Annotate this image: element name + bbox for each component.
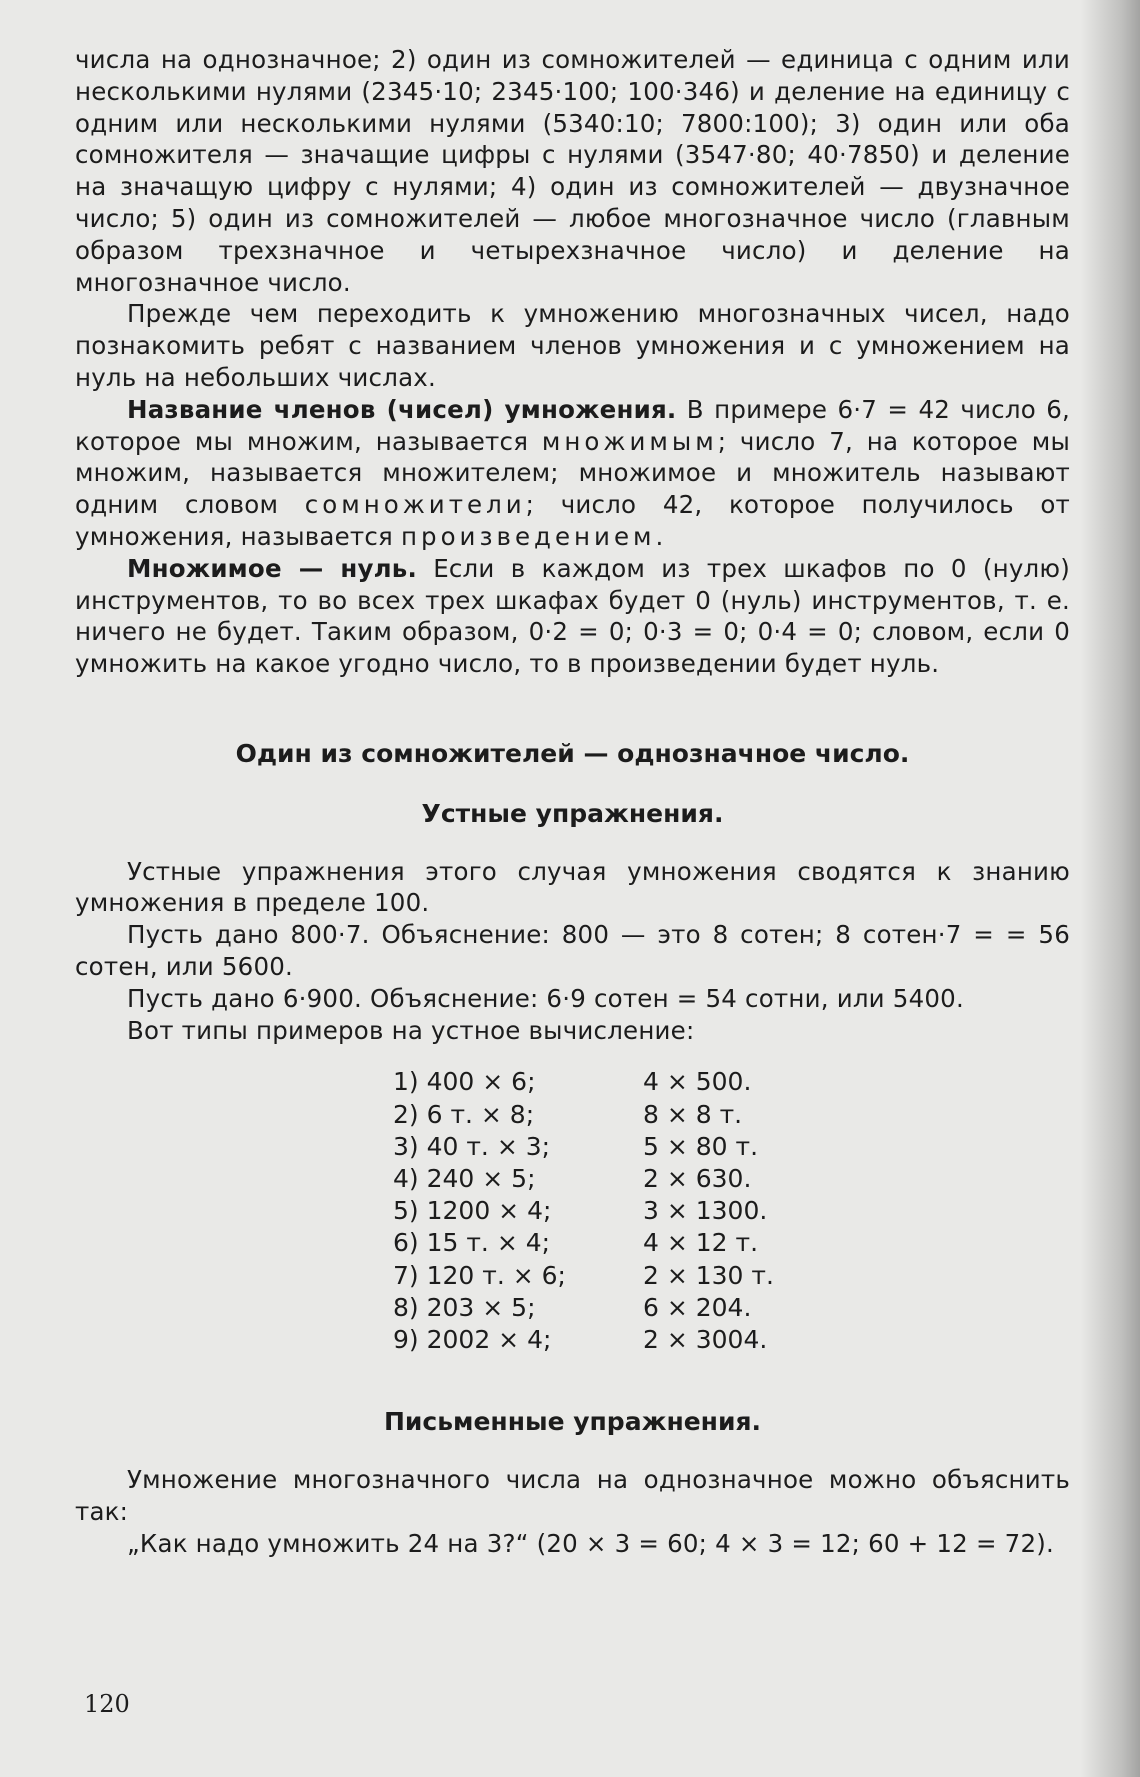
example-right: 5 × 80 т. — [643, 1131, 759, 1161]
naming-title: Название членов (чисел) умножения. — [127, 394, 677, 424]
page-body — [75, 44, 1070, 1559]
oral-paragraph-1: Устные упражнения этого случая умножения сводятся к знанию умножения в пределе 100. — [75, 856, 1070, 918]
term-product: произведением — [401, 521, 656, 551]
term-factors: сомножители — [304, 490, 526, 520]
example-left: 2) 6 т. × 8; — [393, 1099, 535, 1129]
intro-paragraph: числа на однозначное; 2) один из сомножителей — единица с одним или несколькими нулями (2345·10; 2345·100; 100·346) и деление на единицу с одним или несколькими нулями (5340:10; 7800:100); 3) один или оба сомножителя — значащие цифры с нулями (3547·80; 40·7850) и деление на значащую цифру с нулями; 4) один из сомножителей — двузначное число; 5) один из сомножителей — любое многозначное число (главным образом трехзначное и четырехзначное число) и деление на многозначное число. — [75, 45, 1070, 297]
example-right: 4 × 500. — [643, 1067, 752, 1097]
page-number: 120 — [84, 1690, 130, 1718]
page-edge-shadow — [1080, 0, 1140, 1777]
example-left: 9) 2002 × 4; — [393, 1324, 552, 1354]
example-right: 4 × 12 т. — [643, 1228, 759, 1258]
oral-paragraph-3: Пусть дано 6·900. Объяснение: 6·9 сотен = 54 сотни, или 5400. — [127, 983, 964, 1013]
naming-text-1: В примере 6·7 = 42 число 6, которое мы множим, называется — [75, 394, 1070, 456]
naming-paragraph — [75, 394, 1070, 553]
example-right: 2 × 130 т. — [643, 1260, 774, 1290]
term-multiplicand: множимым — [541, 426, 718, 456]
naming-text-3: ; число 42, которое получилось от умножения, называется — [75, 490, 1071, 551]
example-right: 6 × 204. — [643, 1292, 752, 1322]
example-left: 7) 120 т. × 6; — [393, 1260, 566, 1290]
zero-paragraph — [75, 553, 1070, 680]
example-right: 2 × 3004. — [643, 1324, 768, 1354]
example-left: 5) 1200 × 4; — [393, 1196, 552, 1226]
written-paragraph-1: Умножение многозначного числа на однозначное можно объяснить так: — [75, 1464, 1070, 1526]
prelude-paragraph: Прежде чем переходить к умножению многозначных чисел, надо познакомить ребят с названием членов умножения и с умножением на нуль на небольших числах. — [75, 299, 1070, 392]
example-left: 4) 240 × 5; — [393, 1163, 536, 1193]
example-right: 2 × 630. — [643, 1163, 752, 1193]
example-right: 8 × 8 т. — [643, 1099, 743, 1129]
written-paragraph-2: „Как надо умножить 24 на 3?“ (20 × 3 = 60; 4 × 3 = 12; 60 + 12 = 72). — [127, 1528, 1054, 1558]
section-heading: Один из сомножителей — однозначное число. — [235, 738, 910, 768]
example-right: 3 × 1300. — [643, 1196, 768, 1226]
zero-title: Множимое — нуль. — [127, 553, 417, 583]
example-left: 3) 40 т. × 3; — [393, 1131, 551, 1161]
oral-paragraph-4: Вот типы примеров на устное вычисление: — [127, 1015, 695, 1045]
naming-text-2: ; число 7, на которое мы множим, называется множителем; множимое и множитель называют одним словом — [75, 426, 1070, 520]
oral-paragraph-2: Пусть дано 800·7. Объяснение: 800 — это 8 сотен; 8 сотен·7 = = 56 сотен, или 5600. — [75, 920, 1070, 981]
zero-text: Если в каждом из трех шкафов по 0 (нулю) инструментов, то во всех трех шкафах будет 0 (нуль) инструментов, т. е. ничего не будет. Таким образом, 0·2 = 0; 0·3 = 0; 0·4 = 0; словом, если 0 умножить на какое угодно число, то в произведении будет нуль. — [75, 553, 1070, 679]
example-left: 8) 203 × 5; — [393, 1292, 536, 1322]
oral-examples-list — [393, 1066, 1070, 1356]
example-left: 6) 15 т. × 4; — [393, 1228, 551, 1258]
written-exercises-heading: Письменные упражнения. — [383, 1407, 762, 1437]
oral-exercises-heading: Устные упражнения. — [421, 798, 724, 828]
example-left: 1) 400 × 6; — [393, 1067, 536, 1097]
naming-text-4: . — [655, 521, 664, 551]
